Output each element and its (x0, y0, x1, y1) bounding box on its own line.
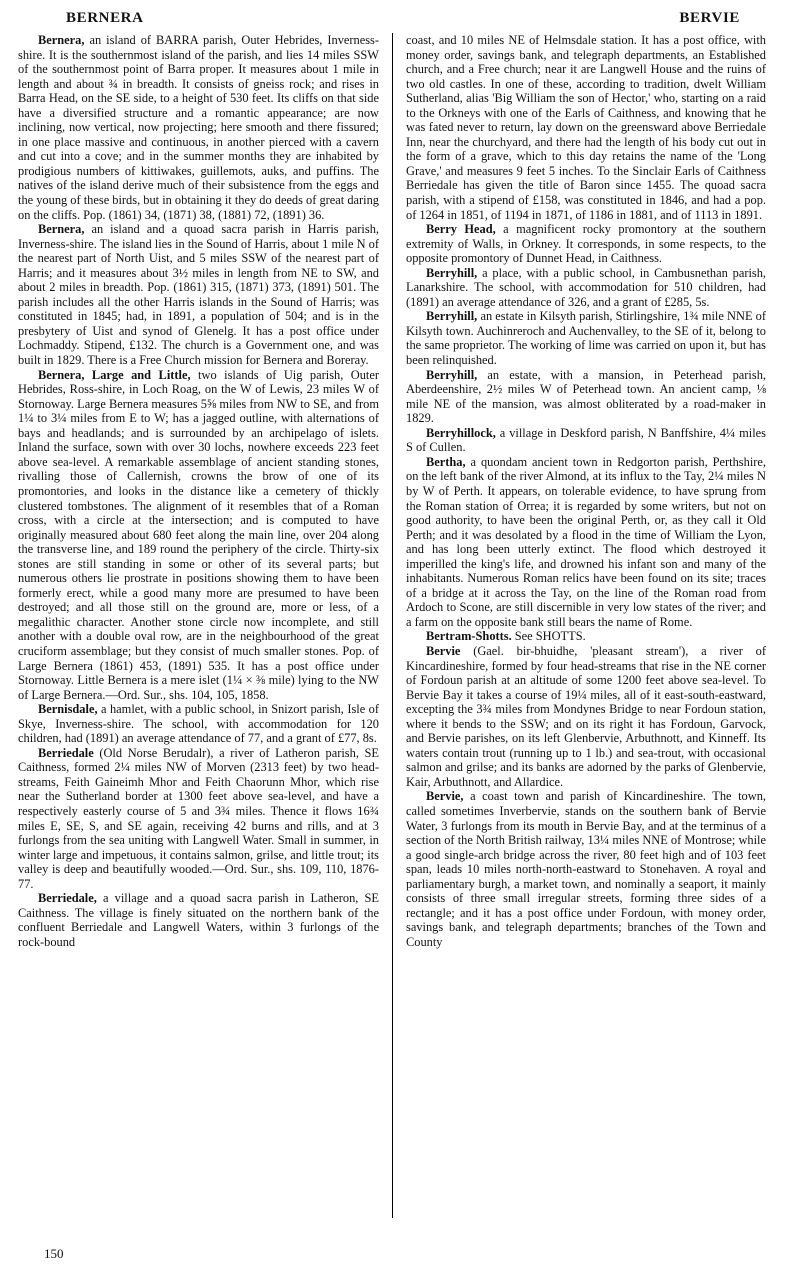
entry (406, 426, 766, 455)
entry-continued (406, 33, 766, 222)
entry (406, 629, 766, 644)
running-head-left: BERNERA (66, 10, 144, 26)
text-columns (18, 33, 782, 1218)
entry (406, 455, 766, 630)
entry-body: a place, with a public school, in Cambusnethan parish, Lanarkshire. The school, with accommodation for 510 children, had (1891) an average attendance of 326, and a grant of £285, 5s. (406, 265, 766, 309)
entry (406, 222, 766, 266)
entry (406, 309, 766, 367)
entry-headword: Berryhill, (426, 309, 478, 324)
entry (18, 222, 379, 367)
entry (18, 891, 379, 949)
entry-headword: Berriedale (38, 745, 94, 760)
entry (18, 368, 379, 703)
entry (406, 644, 766, 789)
entry-body: an island of BARRA parish, Outer Hebrides, Inverness-shire. It is the southernmost island of the parish, and lies 14 miles SSW of the southernmost point of Barra proper. It measures about 1 mile in length and about ¾ in breadth. It consists of gneiss rock; and rises in Barra Head, on the SE side, to a height of 530 feet. Its cliffs on that side have a diversified structure and a romantic appearance; are now inclining, now vertical, now projecting; here smooth and there fissured; in one place massive and continuous, in another pierced with a cavern and cut into a cove; and in the summer months they are inhabited by prodigious numbers of kittiwakes, guillemots, auks, and puffins. The natives of the island derive much of their subsistence from the eggs and the young of these birds, but in obtaining it they do deeds of great daring on the cliffs. Pop. (1861) 34, (1871) 38, (1881) 72, (1891) 36. (18, 33, 379, 222)
entry (406, 789, 766, 949)
entry-headword: Berryhillock, (426, 425, 496, 440)
entry-body: a magnificent rocky promontory at the southern extremity of Walls, in Orkney. It corresponds, in some respects, to the opposite promontory of Dunnet Head, in Caithness. (406, 222, 766, 266)
column-left (18, 33, 392, 1218)
entry-headword: Bernera, (38, 33, 85, 47)
entry-headword: Bertram-Shotts. (426, 629, 512, 644)
entry-body: coast, and 10 miles NE of Helmsdale station. It has a post office, with money order, savings bank, and telegraph departments, an Established church, and a Free church; near it are Langwell House and the ruins of two old castles. In one of these, according to tradition, dwelt William Sutherland, alias 'Big William the son of Hector,' who, starting on a raid to the Orkneys with one of the Earls of Caithness, and knowing that he was fated never to return, lay down on the greensward above Berriedale Inn, near the churchyard, and there had the length of his body cut out in the form of a grave, which to this day retains the name of the 'Long Grave,' and measures 9 feet 5 inches. To the Sinclair Earls of Caithness Berriedale has given the title of Baron since 1455. The quoad sacra parish, with a stipend of £158, was constituted in 1846, and had a pop. of 1264 in 1851, of 1194 in 1871, of 1186 in 1881, and of 1113 in 1891. (406, 33, 766, 222)
entry (406, 368, 766, 426)
entry-headword: Bernisdale, (38, 702, 98, 717)
entry-headword: Berry Head, (426, 222, 496, 237)
entry (406, 266, 766, 310)
entry-headword: Bernera, (38, 222, 85, 237)
entry (18, 702, 379, 746)
entry-body: two islands of Uig parish, Outer Hebrides, Ross-shire, in Loch Roag, on the W of Lewis, 23 miles W of Stornoway. Large Bernera measures 5⅝ miles from NW to SE, and from 1¼ to 3¼ miles from E to W; has a jagged outline, with alternations of bays and headlands; and is surrounded by an archipelago of islets. Inland the surface, sown with over 30 lochs, nowhere exceeds 223 feet above sea-level. A remarkable assemblage of ancient standing stones, rivalling those of Callernish, crowns the brow of one of its promontories, and looks in the distance like a cemetery of thickly clustered tombstones. The alignment of it resembles that of a Roman cross, with a circle at the intersection; and is computed to have originally measured about 680 feet along the main line, over 204 along the transverse line, and 189 round the periphery of the circle. Thirty-six stones are still standing in some or other of its several parts; but numerous others lie prostrate in positions showing them to have been formerly erect, while a good many more are presumed to have been destroyed; and all those still on the ground are, more or less, of a megalithic character. Another stone circle now incomplete, and still another with a double oval row, are in the neighbourhood of the great cruciform assemblage; but they consist of much smaller stones. Pop. of Large Bernera (1861) 453, (1891) 535. It has a post office under Stornoway. Little Bernera is a mere islet (1¼ × ⅜ mile) lying to the NW of Large Bernera.—Ord. Sur., shs. 104, 105, 1858. (18, 367, 380, 702)
entry-headword: Bertha, (426, 454, 466, 469)
entry-body: (Gael. bir-bhuidhe, 'pleasant stream'), a river of Kincardineshire, formed by four head-streams that rise in the NE corner of Fordoun parish at an altitude of some 1200 feet above sea-level. To Bervie Bay it takes a course of 19¼ miles, all of it east-south-eastward, excepting the 3¾ miles from Mondynes Bridge to near Fordoun station, where it bends to the SSW; and on its right it has Fordoun, Garvock, and Bervie parishes, on its left Glenbervie, Arbuthnott, and Kinneff. Its waters contain trout (running up to 1 lb.) and sea-trout, with occasional salmon and grilse; and its banks are adorned by the parks of Glenbervie, Kair, Arbuthnott, and Allardice. (406, 643, 766, 789)
entry-body: a village and a quoad sacra parish in Latheron, SE Caithness. The village is finely situated on the northern bank of the confluent Berriedale and Langwell Waters, within 3 furlongs of the rock-bound (18, 891, 379, 949)
entry-body: an estate, with a mansion, in Peterhead parish, Aberdeenshire, 2½ miles W of Peterhead town. An ancient camp, ⅛ mile NE of the mansion, was almost obliterated by a road-maker in 1829. (406, 367, 766, 426)
entry-headword: Berryhill, (426, 367, 478, 382)
entry-body: See SHOTTS. (511, 629, 586, 644)
entry-body: a hamlet, with a public school, in Snizort parish, Isle of Skye, Inverness-shire. The school, with accommodation for 120 children, had (1891) an average attendance of 77, and a grant of £77, 8s. (18, 702, 379, 746)
entry-body: an island and a quoad sacra parish in Harris parish, Inverness-shire. The island lies in the Sound of Harris, about 1 mile N of the nearest part of North Uist, and 5 miles SSW of the nearest part of Harris; and it measures about 3½ miles in length from NE to SW, and about 2 miles in breadth. Pop. (1861) 315, (1871) 373, (1891) 501. The parish includes all the other Harris islands in the Sound of Harris; was constituted in 1845; had, in 1891, a population of 504; and is in the presbytery of Uist and synod of Glenelg. It has a post office under Lochmaddy. Stipend, £132. The church is a Government one, and was built in 1829. There is a Free Church mission for Bernera and Boreray. (18, 222, 379, 368)
entry (18, 33, 379, 222)
entry-headword: Bervie, (426, 789, 464, 804)
page-number: 150 (44, 1246, 64, 1261)
entry-body: a coast town and parish of Kincardineshire. The town, called sometimes Inverbervie, stands on the southern bank of Bervie Water, 3 furlongs from its mouth in Bervie Bay, and at the terminus of a section of the North British railway, 13¼ miles NNE of Montrose; while a good single-arch bridge across the river, 80 feet high and of 103 feet span, leads 10 miles north-north-eastward to Stonehaven. A royal and parliamentary burgh, a market town, and nominally a seaport, it mainly consists of three small irregular streets, forming three sides of a rectangle; and it has a post office under Fordoun, with money order, savings bank, and telegraph departments; branches of the Town and County (406, 789, 766, 949)
entry-body: (Old Norse Berudalr), a river of Latheron parish, SE Caithness, formed 2¼ miles NW of Morven (2313 feet) by two head-streams, Feith Gaineimh Mhor and Feith Chaorunn Mhor, which rise near the Sutherland border at 1300 feet above sea-level, and have a respectively easterly course of 5 and 3¾ miles. Thence it flows 16¾ miles E, SE, S, and SE again, receiving 42 burns and rills, and at 3 furlongs from the sea uniting with Langwell Water. Small in summer, in winter large and impetuous, it contains salmon, grilse, and little trout; its valley is deep and beautifully wooded.—Ord. Sur., shs. 109, 110, 1876-77. (18, 745, 379, 891)
entry-headword: Berriedale, (38, 891, 97, 906)
entry-body: a village in Deskford parish, N Banffshire, 4¼ miles S of Cullen. (406, 425, 766, 455)
entry (18, 746, 379, 891)
column-right (392, 33, 766, 1218)
entry-headword: Bernera, Large and Little, (38, 367, 191, 382)
running-head-right: BERVIE (679, 10, 740, 26)
running-head (18, 10, 782, 27)
entry-headword: Bervie (426, 643, 461, 658)
entry-body: an estate in Kilsyth parish, Stirlingshire, 1¾ mile NNE of Kilsyth town. Auchinreroch and Auchenvalley, to the SE of it, belong to the same proprietor. The working of lime was carried on upon it, but has been relinquished. (406, 309, 766, 368)
entry-headword: Berryhill, (426, 265, 478, 280)
entry-body: a quondam ancient town in Redgorton parish, Perthshire, on the left bank of the river Almond, at its influx to the Tay, 2¼ miles N by W of Perth. It appears, on tolerable evidence, to have sprung from the Roman station of Orrea; it is regarded by some writers, but not on good authority, to have been the original Perth, or, as they call it Old Perth; and it was desolated by a flood in the time of William the Lyon, and has long been utterly extinct. The flood which destroyed it imperilled the king's life, and drowned his infant son and many of the inhabitants. Numerous Roman relics have been found on its site; traces of a bridge at it across the Tay, on the line of the Roman road from Ardoch to Scone, are still discernible in very low states of the river; and a farm on the opposite bank still bears the name of Rome. (406, 454, 766, 629)
